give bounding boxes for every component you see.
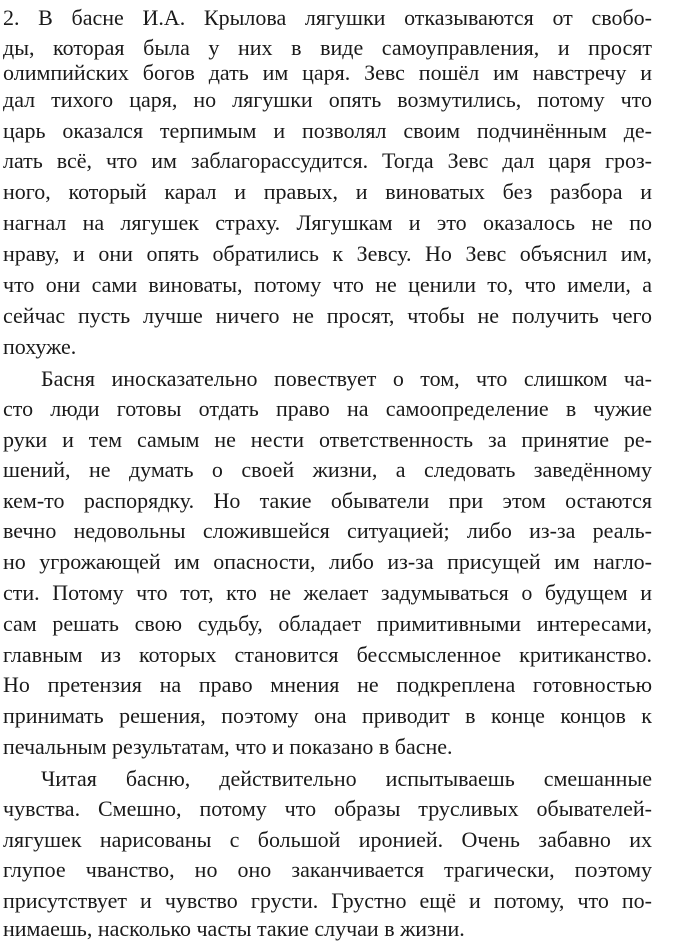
text-line: руки и тем самым не нести ответственность за принятие ре- — [3, 427, 652, 452]
text-line: глупое чванство, но оно заканчивается трагически, поэтому — [3, 857, 652, 882]
text-line: Но претензия на право мнения не подкреплена готовностью — [3, 672, 652, 697]
text-line: лать всё, что им заблагорассудится. Тогда Зевс дал царя гроз- — [3, 148, 652, 173]
text-line: Басня иносказательно повествует о том, что слишком ча- — [41, 366, 652, 391]
text-line: но угрожающей им опасности, либо из-за присущей им нагло- — [3, 549, 652, 574]
text-line: 2. В басне И.А. Крылова лягушки отказываются от свобо- — [3, 5, 652, 30]
text-line: олимпийских богов дать им царя. Зевс пошёл им навстречу и — [3, 60, 652, 85]
text-line: сти. Потому что тот, кто не желает задумываться о будущем и — [3, 580, 652, 605]
text-line: похуже. — [3, 334, 77, 359]
text-line: принимать решения, поэтому она приводит в конце концов к — [3, 703, 652, 728]
text-line: что они сами виноваты, потому что не ценили то, что имели, а — [3, 272, 652, 297]
text-line: нагнал на лягушек страху. Лягушкам и это оказалось не по — [3, 210, 652, 235]
text-line: вечно недовольны сложившейся ситуацией; либо из-за реаль- — [3, 518, 652, 543]
text-line: шений, не думать о своей жизни, а следовать заведённому — [3, 457, 652, 482]
text-line: ного, который карал и правых, и виноватых без разбора и — [3, 179, 652, 204]
text-line: кем-то распорядку. Но такие обыватели при этом остаются — [3, 488, 652, 513]
text-line: чувства. Смешно, потому что образы трусливых обывателей- — [3, 796, 652, 821]
text-line: Читая басню, действительно испытываешь смешанные — [41, 766, 652, 791]
text-line: нимаешь, насколько часты такие случаи в жизни. — [3, 916, 465, 941]
text-line: дал тихого царя, но лягушки опять возмутились, потому что — [3, 87, 652, 112]
text-line: нраву, и они опять обратились к Зевсу. Но Зевс объяснил им, — [3, 241, 652, 266]
text-line: лягушек нарисованы с большой иронией. Очень забавно их — [3, 827, 652, 852]
text-line: сто люди готовы отдать право на самоопределение в чужие — [3, 396, 652, 421]
text-line: печальным результатам, что и показано в басне. — [3, 734, 453, 759]
text-line: сам решать свою судьбу, обладает примитивными интересами, — [3, 611, 652, 636]
text-line: ды, которая была у них в виде самоуправления, и просят — [3, 35, 652, 60]
text-line: сейчас пусть лучше ничего не просят, чтобы не получить чего — [3, 303, 652, 328]
text-line: присутствует и чувство грусти. Грустно ещё и потому, что по- — [3, 888, 652, 913]
text-line: царь оказался терпимым и позволял своим подчинённым де- — [3, 118, 652, 143]
text-line: главным из которых становится бессмысленное критиканство. — [3, 642, 652, 667]
